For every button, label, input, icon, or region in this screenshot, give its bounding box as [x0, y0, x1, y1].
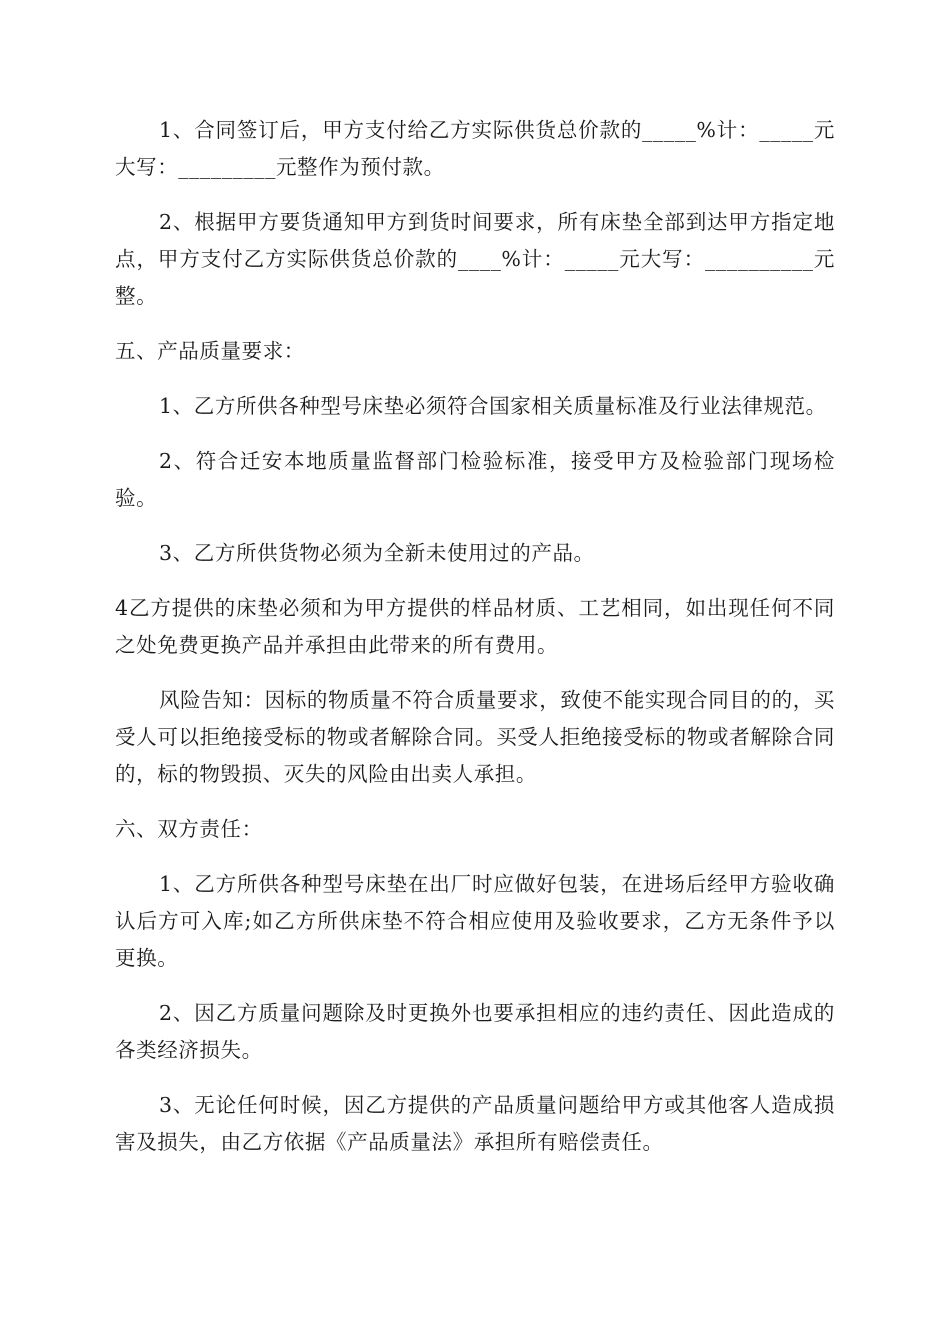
document-body	[115, 112, 835, 1179]
clause-compensation: 3、无论任何时候，因乙方提供的产品质量问题给甲方或其他客人造成损害及损失，由乙方依据《产品质量法》承担所有赔偿责任。	[115, 1093, 835, 1154]
clause-new-product: 3、乙方所供货物必须为全新未使用过的产品。	[159, 541, 595, 565]
clause-liability: 2、因乙方质量问题除及时更换外也要承担相应的违约责任、因此造成的各类经济损失。	[115, 1001, 835, 1062]
clause-sample-match: 4乙方提供的床垫必须和为甲方提供的样品材质、工艺相同，如出现任何不同之处免费更换产品并承担由此带来的所有费用。	[115, 596, 835, 657]
clause-packaging: 1、乙方所供各种型号床垫在出厂时应做好包装，在进场后经甲方验收确认后方可入库;如乙方所供床垫不符合相应使用及验收要求，乙方无条件予以更换。	[115, 872, 835, 970]
risk-notice: 风险告知：因标的物质量不符合质量要求，致使不能实现合同目的的，买受人可以拒绝接受标的物或者解除合同。买受人拒绝接受标的物或者解除合同的，标的物毁损、灭失的风险由出卖人承担。	[115, 688, 835, 786]
clause-prepayment: 1、合同签订后，甲方支付给乙方实际供货总价款的_____%计：_____元大写：_________元整作为预付款。	[115, 118, 835, 179]
clause-delivery-payment: 2、根据甲方要货通知甲方到货时间要求，所有床垫全部到达甲方指定地点，甲方支付乙方实际供货总价款的____%计：_____元大写：__________元整。	[115, 210, 835, 308]
section-heading-quality: 五、产品质量要求：	[115, 339, 305, 363]
clause-quality-inspection: 2、符合迁安本地质量监督部门检验标准，接受甲方及检验部门现场检验。	[115, 449, 835, 510]
section-heading-responsibilities: 六、双方责任：	[115, 817, 263, 841]
clause-quality-standard: 1、乙方所供各种型号床垫必须符合国家相关质量标准及行业法律规范。	[159, 394, 827, 418]
